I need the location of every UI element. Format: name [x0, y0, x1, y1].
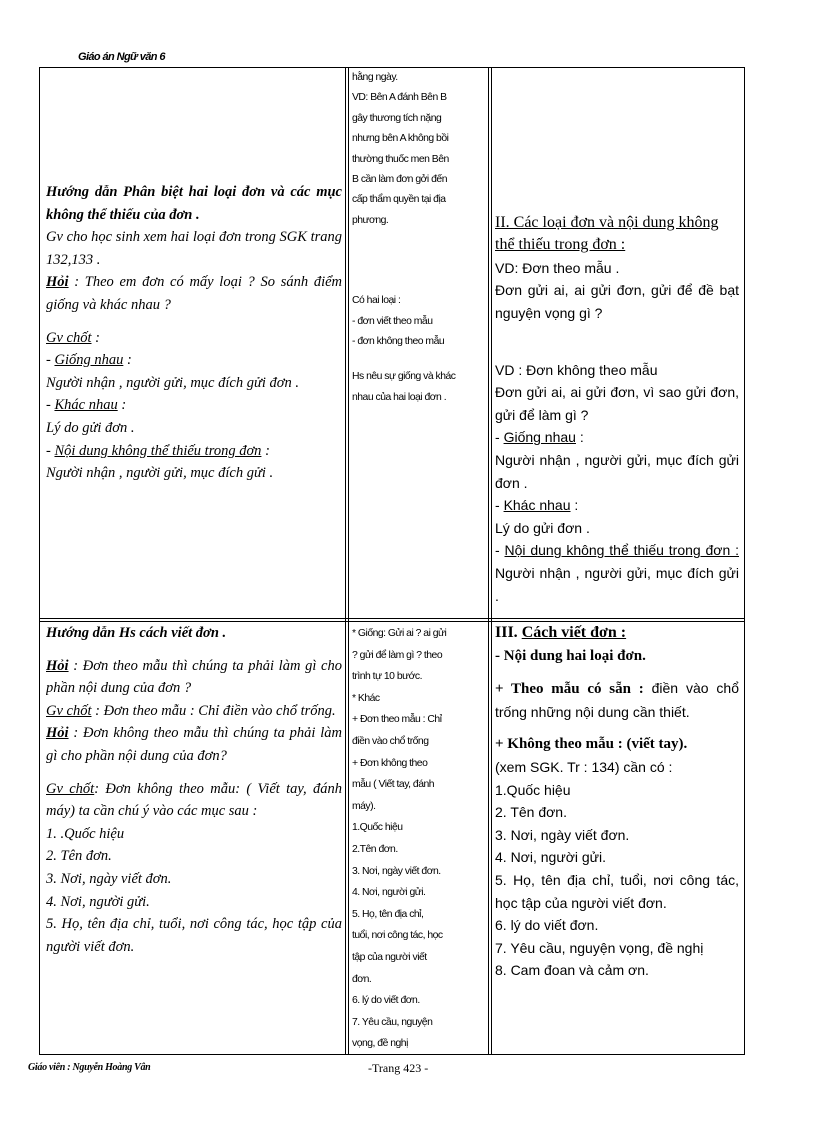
- note-line: ? gửi để làm gì ? theo: [352, 649, 443, 661]
- list-item: 2. Tên đơn.: [495, 804, 567, 821]
- student-activity-1: [352, 68, 486, 408]
- note-line: 7. Yêu cầu, nguyện: [352, 1016, 433, 1028]
- similarity-label: - Giống nhau :: [495, 429, 584, 446]
- section-heading: II. Các loại đơn và nội dung không thể thiếu trong đơn :: [495, 214, 719, 254]
- similarity-text: Người nhận , người gửi, mục đích gửi đơn .: [46, 374, 300, 391]
- note-line: máy).: [352, 800, 376, 812]
- list-item: 5. Họ, tên địa chỉ, tuổi, nơi công tác, học tập của người viết đơn.: [495, 871, 739, 911]
- footer-teacher: Giáo viên : Nguyễn Hoàng Vân: [28, 1062, 151, 1073]
- note-line: 6. lý do viết đơn.: [352, 995, 420, 1007]
- note-line: 2.Tên đơn.: [352, 843, 398, 855]
- activity-guide-2: [46, 622, 342, 958]
- lesson-content-2: [495, 622, 739, 982]
- teacher-conclusion-label: Gv chốt :: [46, 329, 100, 346]
- student-activity-2: [352, 623, 486, 1055]
- subsection-1: - Nội dung hai loại đơn.: [495, 647, 646, 664]
- note-line: tập của người viết: [352, 951, 427, 963]
- lesson-table: [39, 67, 745, 1055]
- list-item: 2. Tên đơn.: [46, 848, 112, 865]
- example-1-text: Đơn gửi ai, ai gửi đơn, gửi để đề bạt nguyện vọng gì ?: [495, 282, 739, 321]
- note-line: trình tự 10 bước.: [352, 671, 422, 683]
- note-line: VD: Bên A đánh Bên B: [352, 92, 447, 104]
- column-divider: [488, 68, 489, 1054]
- note-line: 1.Quốc hiệu: [352, 822, 403, 834]
- note-line: 4. Nơi, người gửi.: [352, 887, 426, 899]
- list-item: 8. Cam đoan và cảm ơn.: [495, 962, 649, 979]
- note-line: tuổi, nơi công tác, học: [352, 930, 443, 942]
- activity-intro: Gv cho học sinh xem hai loại đơn trong SGK trang 132,133 .: [46, 229, 342, 268]
- note-line: Hs nêu sự giống và khác: [352, 371, 456, 383]
- note-line: B cần làm đơn gởi đến: [352, 174, 447, 186]
- column-divider: [348, 68, 349, 1054]
- required-content: - Nội dung không thể thiếu trong đơn : Người nhận , người gửi, mục đích gửi .: [495, 542, 739, 604]
- list-item: 1.Quốc hiệu: [495, 781, 571, 798]
- activity-heading: Hướng dẫn Hs cách viết đơn .: [46, 625, 227, 641]
- example-1: VD: Đơn theo mẫu .: [495, 259, 620, 276]
- lesson-content-1: [495, 212, 739, 607]
- list-item: 4. Nơi, người gửi.: [46, 893, 150, 910]
- difference-text: Lý do gửi đơn .: [495, 519, 590, 536]
- note-line: 3. Nơi, ngày viết đơn.: [352, 865, 441, 877]
- note-line: Có hai loại :: [352, 295, 401, 307]
- note-line: 5. Họ, tên địa chỉ,: [352, 908, 424, 920]
- question-3: Hỏi : Đơn không theo mẫu thì chúng ta phải làm gì cho phần nội dung của đơn?: [46, 725, 342, 764]
- subsection-3-text: (xem SGK. Tr : 134) cần có :: [495, 758, 673, 775]
- question-2: Hỏi : Đơn theo mẫu thì chúng ta phải làm gì cho phần nội dung của đơn ?: [46, 657, 342, 697]
- note-line: - đơn viết theo mẫu: [352, 315, 433, 327]
- note-line: nhau của hai loại đơn .: [352, 391, 447, 403]
- activity-guide-1: [46, 181, 342, 485]
- list-item: 3. Nơi, ngày viết đơn.: [495, 826, 630, 843]
- note-line: + Đơn theo mẫu : Chỉ: [352, 714, 442, 726]
- required-content-label: - Nội dung không thể thiếu trong đơn :: [46, 442, 270, 459]
- subsection-2: + Theo mẫu có sẵn : điền vào chổ trống những nội dung cần thiết.: [495, 680, 739, 720]
- question-1: Hỏi : Theo em đơn có mấy loại ? So sánh điểm giống và khác nhau ?: [46, 274, 342, 313]
- note-line: phương.: [352, 214, 389, 226]
- note-line: gây thương tích nặng: [352, 112, 442, 124]
- note-line: * Giống: Gửi ai ? ai gửi: [352, 628, 447, 639]
- similarity-label: - Giống nhau :: [46, 352, 132, 369]
- list-item: 1. .Quốc hiệu: [46, 825, 125, 842]
- note-line: đơn.: [352, 973, 372, 985]
- note-line: + Đơn không theo: [352, 757, 428, 769]
- note-line: điền vào chổ trống: [352, 735, 429, 747]
- difference-label: - Khác nhau :: [46, 397, 127, 414]
- list-item: 4. Nơi, người gửi.: [495, 849, 607, 866]
- page-header: Giáo án Ngữ văn 6: [78, 51, 165, 63]
- note-line: - đơn không theo mẫu: [352, 336, 445, 348]
- section-heading: III. Cách viết đơn :: [495, 624, 627, 641]
- teacher-conclusion-3: Gv chốt: Đơn không theo mẫu: ( Viết tay, đánh máy) ta cần chú ý vào các mục sau :: [46, 780, 342, 820]
- subsection-3: + Không theo mẫu : (viết tay).: [495, 736, 688, 753]
- note-line: mẫu ( Viết tay, đánh: [352, 779, 435, 791]
- note-line: hằng ngày.: [352, 72, 398, 83]
- difference-label: - Khác nhau :: [495, 497, 579, 514]
- similarity-text: Người nhận , người gửi, mục đích gửi đơn .: [495, 451, 739, 491]
- footer-page-number: -Trang 423 -: [368, 1061, 429, 1075]
- note-line: thường thuốc men Bên: [352, 153, 449, 165]
- example-2-text: Đơn gửi ai, ai gửi đơn, vì sao gửi đơn, gửi để làm gì ?: [495, 384, 739, 423]
- list-item: 5. Họ, tên địa chỉ, tuổi, nơi công tác, học tập của người viết đơn.: [46, 916, 342, 955]
- difference-text: Lý do gửi đơn .: [46, 419, 135, 436]
- list-item: 3. Nơi, ngày viết đơn.: [46, 870, 172, 887]
- row-divider: [40, 618, 744, 619]
- column-divider: [491, 68, 492, 1054]
- teacher-conclusion-2: Gv chốt : Đơn theo mẫu : Chỉ điền vào chổ trống.: [46, 702, 336, 719]
- example-2: VD : Đơn không theo mẫu: [495, 361, 658, 378]
- column-divider: [345, 68, 346, 1054]
- note-line: vọng, đề nghị: [352, 1038, 408, 1050]
- note-line: nhưng bên A không bồi: [352, 133, 449, 145]
- note-line: * Khác: [352, 692, 380, 704]
- list-item: 6. lý do viết đơn.: [495, 917, 599, 934]
- activity-heading: Hướng dẫn Phân biệt hai loại đơn và các mục không thể thiếu của đơn .: [46, 184, 342, 223]
- list-item: 7. Yêu cầu, nguyện vọng, đề nghị: [495, 939, 704, 956]
- required-content-text: Người nhận , người gửi, mục đích gửi .: [46, 465, 274, 482]
- note-line: cấp thẩm quyền tại địa: [352, 194, 446, 206]
